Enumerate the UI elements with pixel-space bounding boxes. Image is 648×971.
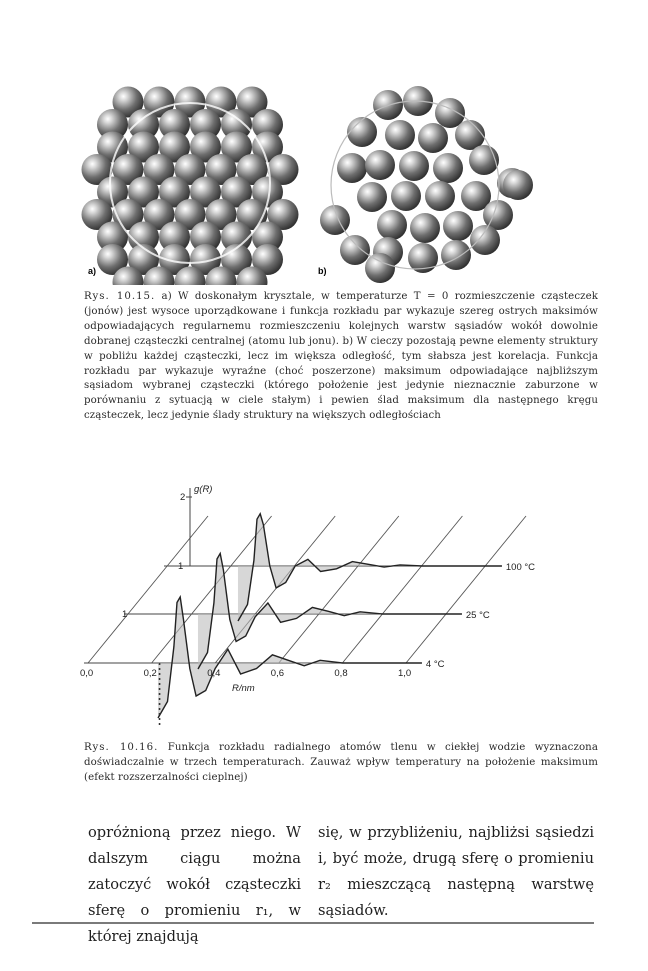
liquid-sphere	[433, 153, 463, 183]
caption-label: Rys. 10.16.	[84, 742, 159, 753]
caption-label: Rys. 10.15.	[84, 291, 156, 302]
x-tick-label: 0,6	[270, 668, 285, 679]
caption-text: Funkcja rozkładu radialnego atomów tlenu w ciekłej wodzie wyznaczona doświadczalnie w trzech temperaturach. Zauważ wpływ temperatury na położenie maksimum (efekt rozszerzalności cieplnej)	[84, 742, 599, 783]
liquid-sphere	[425, 181, 455, 211]
liquid-sphere	[470, 225, 500, 255]
liquid-sphere	[377, 210, 407, 240]
figure-10-15	[0, 0, 648, 285]
y-tick-label: 1	[178, 561, 184, 572]
liquid-sphere	[357, 182, 387, 212]
series-label: 4 °C	[425, 659, 445, 670]
body-column-right	[318, 820, 594, 924]
curve-line	[198, 554, 462, 670]
series-label: 100 °C	[505, 562, 536, 573]
panel-b-label: b)	[318, 266, 327, 276]
liquid-sphere	[503, 170, 533, 200]
x-tick-label: 0,0	[80, 668, 94, 679]
liquid-sphere-arrangement	[320, 86, 533, 283]
liquid-sphere	[347, 117, 377, 147]
y-tick-label: 2	[180, 492, 186, 503]
y-tick-label: 1	[122, 609, 128, 620]
liquid-sphere	[337, 153, 367, 183]
body-column-left	[88, 820, 301, 950]
figure-10-15-caption	[84, 290, 598, 424]
rdf-curves	[158, 514, 502, 725]
liquid-sphere	[443, 211, 473, 241]
x-tick-label: 0,2	[143, 668, 157, 679]
liquid-sphere	[385, 120, 415, 150]
series-label: 25 °C	[465, 610, 490, 621]
y-axis-label: g(R)	[194, 484, 213, 495]
liquid-sphere	[391, 181, 421, 211]
figure-10-16-caption	[84, 741, 598, 786]
x-tick-label: 1,0	[398, 668, 412, 679]
grid-diagonal	[215, 516, 335, 663]
liquid-sphere	[365, 253, 395, 283]
caption-text: a) W doskonałym krysztale, w temperaturze T = 0 rozmieszczenie cząsteczek (jonów) jest wysoce uporządkowane i funkcja rozkładu par wykazuje szereg ostrych maksimów odpowiadających regularnemu rozmieszczeniu kolejnych warstw sąsiadów wokół dowolnie dobranej cząsteczki centralnej (atomu lub jonu). b) W cieczy pozostają pewne elementy struktury w pobliżu każdej cząsteczki, lecz im większa odległość, tym słabsza jest korelacja. Funkcja rozkładu par wykazuje wyraźne (choć poszerzone) maksimum odpowiadające najbliższym sąsiadom wybranej cząsteczki (którego położenie jest jedynie nieznacznie zaburzone w porównaniu z sytuacją w ciele stałym) i pewien ślad maksimum dla następnego kręgu cząsteczek, lecz jedynie ślady struktury na większych odległościach	[84, 291, 598, 422]
perspective-grid	[84, 488, 526, 663]
liquid-sphere	[399, 151, 429, 181]
liquid-sphere	[340, 235, 370, 265]
liquid-sphere	[410, 213, 440, 243]
liquid-sphere	[418, 123, 448, 153]
x-axis-label: R/nm	[232, 683, 255, 694]
grid-diagonal	[279, 516, 399, 663]
liquid-sphere	[441, 240, 471, 270]
crystal-sphere-lattice	[82, 87, 299, 286]
page-bottom-rule	[32, 922, 594, 924]
grid-diagonal	[406, 516, 526, 663]
x-tick-label: 0,8	[334, 668, 348, 679]
figure-10-16	[0, 470, 648, 730]
panel-a-label: a)	[88, 266, 97, 276]
body-paragraph: się, w przybliżeniu, najbliżsi sąsiedzi i, być może, drugą sferę o promieniu r₂ mieszczącą następną warstwę sąsiadów.	[318, 824, 594, 919]
grid-diagonal	[152, 516, 272, 663]
liquid-sphere	[469, 145, 499, 175]
x-tick-label: 0,4	[207, 668, 221, 679]
body-paragraph: opróżnioną przez niego. W dalszym ciągu można zatoczyć wokół cząsteczki sferę o promieniu r₁, w której znajdują	[88, 824, 301, 945]
grid-diagonal	[342, 516, 462, 663]
curve-fill	[238, 514, 502, 621]
liquid-sphere	[365, 150, 395, 180]
